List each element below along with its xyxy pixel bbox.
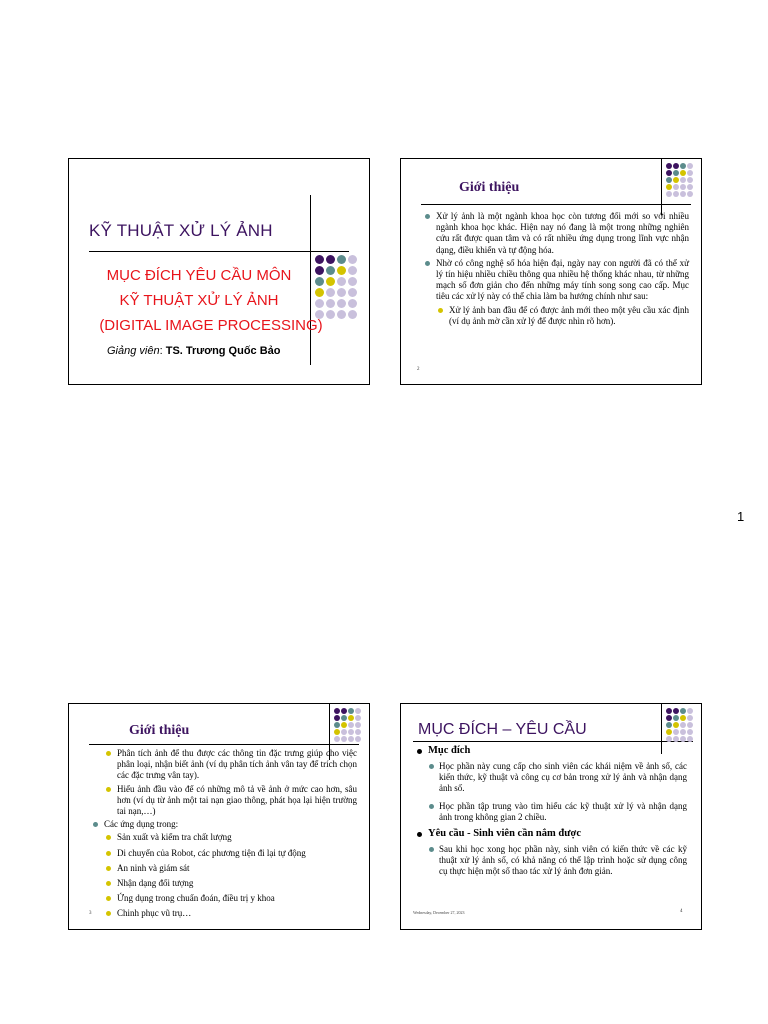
logo-dot [687, 729, 693, 735]
logo-dot [680, 184, 686, 190]
logo-dot [355, 729, 361, 735]
logo-dot [666, 177, 672, 183]
logo-dot [666, 715, 672, 721]
bullet-icon [106, 866, 111, 871]
logo-dot [673, 163, 679, 169]
bullet-item: Xử lý ảnh là một ngành khoa học còn tương đối mới so với nhiều ngành khoa học khác. Hiện nay nó đang là một trong những nghiên cứu rất được quan tâm và có rất nhiều ứng dụng trong lĩnh vực nhận dạng, điều khiển và tự động hóa. [423, 211, 689, 256]
logo-dot [341, 715, 347, 721]
divider-horizontal [89, 251, 349, 252]
logo-dot [348, 266, 357, 275]
logo-dot [673, 708, 679, 714]
logo-dot [680, 170, 686, 176]
logo-dot [348, 715, 354, 721]
logo-dot [680, 729, 686, 735]
logo-dot [680, 708, 686, 714]
logo-dot [687, 736, 693, 742]
logo-dot [355, 736, 361, 742]
logo-dot [341, 729, 347, 735]
bullet-icon [429, 764, 434, 769]
logo-dot [348, 310, 357, 319]
presentation-title: KỸ THUẬT XỬ LÝ ẢNH [89, 221, 273, 240]
bullet-icon [429, 804, 434, 809]
bullet-icon [106, 835, 111, 840]
logo-dot [673, 736, 679, 742]
bullet-icon [417, 749, 422, 754]
bullet-item: Nhờ có công nghệ số hóa hiện đại, ngày nay con người đã có thể xử lý tín hiệu nhiều chiều thông qua nhiều hệ thống khác nhau, từ những mạch số đơn giản cho đến những máy tính song song cao cấp. Mục tiêu các xử lý này có thể chia làm ba hướng chính như sau: [423, 258, 689, 303]
logo-dot [334, 736, 340, 742]
footer-date: Wednesday, December 27, 2023 [413, 910, 465, 915]
section-heading: Mục đích [415, 744, 687, 758]
logo-dot [680, 163, 686, 169]
bullet-icon [438, 308, 443, 313]
logo-dot [341, 708, 347, 714]
logo-dot [680, 722, 686, 728]
logo-dot [341, 722, 347, 728]
logo-dot [348, 255, 357, 264]
logo-dot [687, 722, 693, 728]
logo-dot [334, 708, 340, 714]
slide-4 [400, 703, 702, 930]
logo-dot [348, 708, 354, 714]
sub-bullet-item: Nhận dạng đối tượng [91, 878, 357, 889]
page-number: 3 [89, 911, 92, 916]
header-underline [421, 204, 691, 205]
logo-dot [348, 736, 354, 742]
logo-dot [337, 266, 346, 275]
logo-dot [348, 722, 354, 728]
slide-3 [68, 703, 370, 930]
bullet-icon [106, 896, 111, 901]
logo-dot [334, 715, 340, 721]
logo-dot [337, 288, 346, 297]
sub-bullet-item: Di chuyển của Robot, các phương tiện đi lại tự động [91, 848, 357, 859]
bullet-item: Các ứng dụng trong: [91, 819, 357, 830]
logo-dot [666, 722, 672, 728]
subtitle-line-3: (DIGITAL IMAGE PROCESSING) [99, 317, 323, 334]
logo-dot [680, 715, 686, 721]
page-number: 2 [417, 367, 420, 372]
sub-bullet-item: Học phần tập trung vào tìm hiểu các kỹ thuật xử lý và nhận dạng ảnh trong không gian 2 chiều. [415, 801, 687, 823]
bullet-icon [106, 751, 111, 756]
bullet-icon [417, 832, 422, 837]
bullet-icon [425, 261, 430, 266]
logo-dot [687, 715, 693, 721]
slide-header: Giới thiệu [129, 723, 190, 738]
logo-dot [680, 177, 686, 183]
logo-dot [680, 736, 686, 742]
logo-dot [666, 184, 672, 190]
logo-dot [666, 736, 672, 742]
header-underline [413, 741, 693, 742]
sub-bullet-item: Học phần này cung cấp cho sinh viên các khái niệm về ảnh số, các kiến thức, kỹ thuật và công cụ cơ bản trong xử lý ảnh và nhận dạng ảnh số. [415, 761, 687, 795]
logo-dot [348, 288, 357, 297]
bullet-icon [425, 214, 430, 219]
bullet-icon [429, 847, 434, 852]
logo-dot [666, 191, 672, 197]
logo-dot [687, 170, 693, 176]
logo-dot [666, 729, 672, 735]
header-underline [89, 744, 359, 745]
slide-2 [400, 158, 702, 385]
logo-dot [687, 163, 693, 169]
sub-bullet-item: Ứng dụng trong chuẩn đoán, điều trị y khoa [91, 893, 357, 904]
logo-dot [348, 299, 357, 308]
subtitle-line-2: KỸ THUẬT XỬ LÝ ẢNH [119, 292, 279, 309]
logo-dot [666, 708, 672, 714]
sheet-page-number: 1 [737, 509, 745, 524]
logo-dot [315, 255, 324, 264]
logo-dot [326, 255, 335, 264]
page-number: 4 [680, 909, 683, 914]
sub-bullet-item: Sau khi học xong học phần này, sinh viên có kiến thức về các kỹ thuật xử lý ảnh số, có khả năng có thể lập trình hoặc sử dụng công cụ thực hiện một số thao tác xử lý ảnh đơn giản. [415, 844, 687, 878]
bullet-icon [106, 911, 111, 916]
logo-dot [348, 729, 354, 735]
sub-bullet-item: Chinh phục vũ trụ… [91, 908, 357, 919]
lecturer: Giảng viên: TS. Trương Quốc Bảo [107, 345, 281, 357]
logo-dot [687, 191, 693, 197]
lecturer-name: TS. Trương Quốc Bảo [165, 345, 281, 357]
slide-body [415, 744, 687, 880]
logo-dot [687, 708, 693, 714]
logo-dot [673, 722, 679, 728]
bullet-icon [93, 822, 98, 827]
subtitle-line-1: MỤC ĐÍCH YÊU CẦU MÔN [106, 267, 292, 284]
lecturer-label: Giảng viên [107, 345, 160, 357]
slide-body [91, 748, 357, 922]
logo-dot [673, 729, 679, 735]
sub-bullet-item: Phân tích ảnh để thu được các thông tin đặc trưng giúp cho việc phân loại, nhận biết ảnh (ví dụ phân tích ảnh vân tay để trích chọn các đặc trưng vân tay). [91, 748, 357, 782]
logo-dot [337, 299, 346, 308]
logo-dot [673, 170, 679, 176]
logo-dot [673, 184, 679, 190]
sub-bullet-item: Hiểu ảnh đầu vào để có những mô tả về ảnh ở mức cao hơn, sâu hơn (ví dụ từ ảnh một tai nạn giao thông, phát họa lại hiện trường tai nạn,…) [91, 784, 357, 818]
logo-dot [673, 715, 679, 721]
logo-dot [355, 715, 361, 721]
logo-dot [355, 722, 361, 728]
logo-dot [666, 170, 672, 176]
bullet-icon [106, 881, 111, 886]
logo-dot [673, 191, 679, 197]
sub-bullet-item: Xử lý ảnh ban đầu để có được ảnh mới theo một yêu cầu xác định (ví dụ ảnh mờ cần xử lý để được nhìn rõ hơn). [423, 305, 689, 327]
logo-dot [348, 277, 357, 286]
sub-bullet-item: Sản xuất và kiểm tra chất lượng [91, 832, 357, 843]
logo-dot [337, 255, 346, 264]
divider-vertical [661, 159, 662, 215]
section-heading: Yêu cầu - Sinh viên cần nắm được [415, 827, 687, 841]
logo-dot [355, 708, 361, 714]
logo-dot [673, 177, 679, 183]
logo-dot [666, 163, 672, 169]
logo-dot [687, 177, 693, 183]
bullet-icon [106, 787, 111, 792]
logo-dot [334, 722, 340, 728]
logo-dot [337, 277, 346, 286]
slide-header: MỤC ĐÍCH – YÊU CẦU [418, 721, 587, 738]
slide-body [423, 211, 689, 329]
bullet-icon [106, 851, 111, 856]
logo-dot [341, 736, 347, 742]
logo-dot [334, 729, 340, 735]
logo-dot [687, 184, 693, 190]
logo-dot [680, 191, 686, 197]
sub-bullet-item: An ninh và giám sát [91, 863, 357, 874]
slide-header: Giới thiệu [459, 180, 520, 195]
slide-1 [68, 158, 370, 385]
